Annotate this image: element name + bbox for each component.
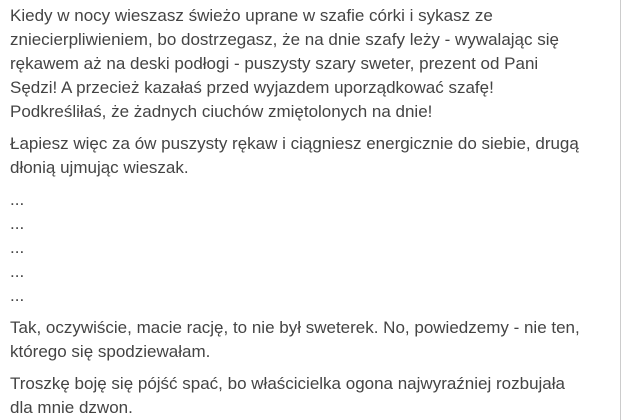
ellipsis-line: ... — [10, 190, 25, 209]
text-line: Kiedy w nocy wieszasz świeżo uprane w szafie córki i sykasz ze — [10, 6, 493, 25]
text-line: Troszkę boję się pójść spać, bo właścicielka ogona najwyraźniej rozbujała — [10, 374, 565, 393]
ellipsis-line: ... — [10, 262, 25, 281]
ellipsis-line: ... — [10, 238, 25, 257]
paragraph-closing — [10, 372, 608, 420]
ellipsis-line: ... — [10, 286, 25, 305]
paragraph-ellipsis-block — [10, 188, 608, 308]
text-line: Tak, oczywiście, macie rację, to nie był sweterek. No, powiedzemy - nie ten, — [10, 318, 580, 337]
paragraph-opening — [10, 4, 608, 124]
paragraph-reveal — [10, 316, 608, 364]
text-line: Łapiesz więc za ów puszysty rękaw i ciągniesz energicznie do siebie, drugą — [10, 134, 579, 153]
text-line: Podkreśliłaś, że żadnych ciuchów zmiętolonych na dnie! — [10, 102, 433, 121]
text-line: dłonią ujmując wieszak. — [10, 158, 189, 177]
text-line: dla mnie dzwon. — [10, 398, 133, 417]
text-line: Sędzi! A przecież kazałaś przed wyjazdem uporządkować szafę! — [10, 78, 494, 97]
ellipsis-line: ... — [10, 214, 25, 233]
text-line: którego się spodziewałam. — [10, 342, 211, 361]
text-line: zniecierpliwieniem, bo dostrzegasz, że na dnie szafy leży - wywalając się — [10, 30, 559, 49]
text-line: rękawem aż na deski podłogi - puszysty szary sweter, prezent od Pani — [10, 54, 539, 73]
paragraph-action — [10, 132, 608, 180]
